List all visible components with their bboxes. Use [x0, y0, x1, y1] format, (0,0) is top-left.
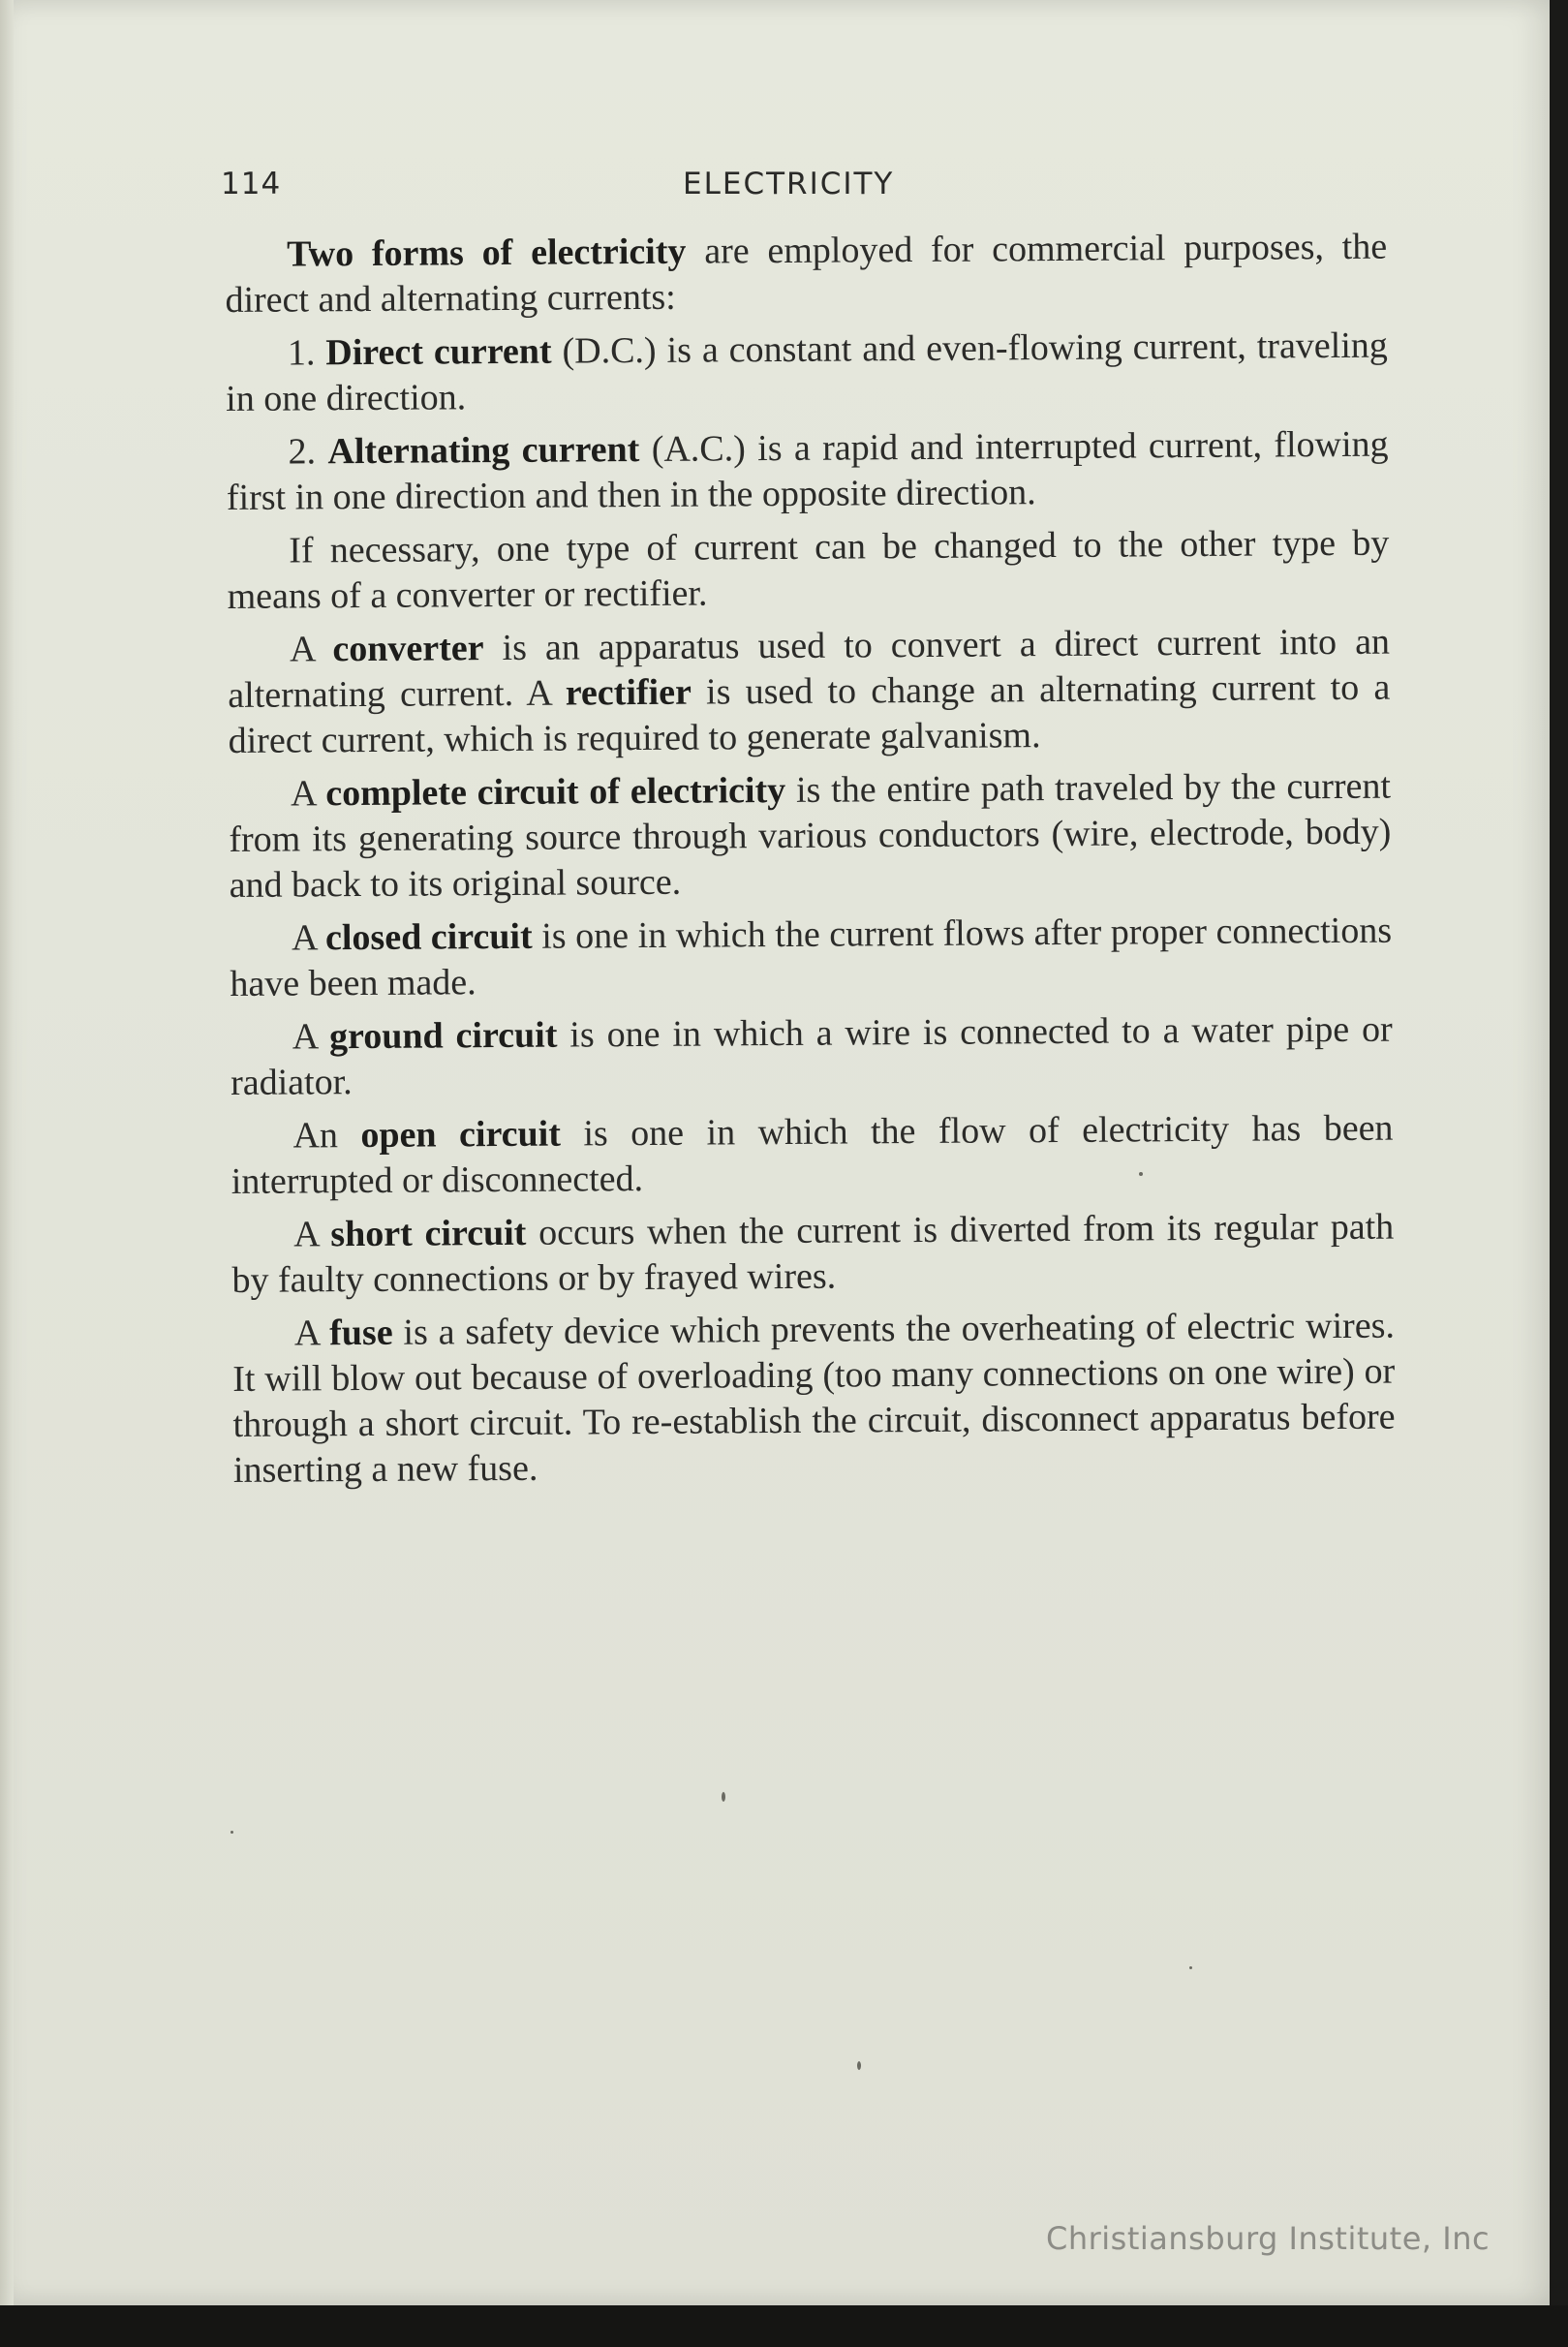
- paragraph: [228, 620, 1391, 764]
- paper-speck: [722, 1792, 725, 1802]
- paragraph: [227, 521, 1390, 620]
- text-run: is a safety device which prevents the overheating of electric wires. It will blow out because of overloading (too many connections on one wire) or through a short circuit. To re-establish the circuit, disconnect apparatus before inserting a new fuse.: [232, 1305, 1396, 1491]
- background-surface: [0, 2305, 1568, 2347]
- paper-speck: [857, 2061, 861, 2070]
- bold-term: ground circuit: [328, 1014, 558, 1058]
- text-run: are employed for commercial purposes, the direct and alternating currents:: [225, 226, 1388, 321]
- bold-term: converter: [332, 628, 484, 670]
- bold-term: short circuit: [330, 1212, 527, 1255]
- page-header: [0, 167, 1550, 215]
- paragraph: [226, 324, 1389, 422]
- paragraph: [231, 1106, 1394, 1205]
- text-run: A: [290, 773, 326, 815]
- text-run: If necessary, one type of current can be changed to the other type by means of a converter or rectifier.: [227, 522, 1390, 617]
- paper-speck: [231, 1831, 233, 1834]
- watermark: Christiansburg Institute, Inc: [1046, 2220, 1491, 2257]
- text-run: An: [292, 1115, 361, 1157]
- text-run: is one in which the current flows after proper connections have been made.: [230, 910, 1393, 1004]
- text-run: (A.C.) is a rapid and interrupted current, flowing first in one direction and then in the opposite direction.: [226, 423, 1389, 518]
- bold-term: complete circuit of electricity: [325, 769, 786, 815]
- text-run: A: [293, 1312, 330, 1354]
- paragraph: [231, 1205, 1395, 1304]
- page-number: 114: [221, 167, 282, 201]
- paragraph: [232, 1304, 1396, 1494]
- page-binding-edge: [0, 0, 14, 2305]
- text-run: is one in which a wire is connected to a water pipe or radiator.: [230, 1008, 1393, 1103]
- running-head: ELECTRICITY: [683, 167, 895, 201]
- paragraph: [225, 225, 1388, 324]
- text-run: is the entire path traveled by the current from its generating source through various conductors (wire, electrode, body) and back to its original source.: [229, 765, 1392, 906]
- text-run: A: [289, 629, 333, 670]
- text-run: occurs when the current is diverted from its regular path by faulty connections or by frayed wires.: [231, 1206, 1395, 1301]
- bold-term: Two forms of electricity: [287, 231, 687, 275]
- paragraph: [229, 764, 1392, 909]
- text-run: 1.: [287, 332, 326, 374]
- bold-term: Direct current: [325, 330, 552, 374]
- text-run: A: [293, 1214, 331, 1255]
- bold-term: rectifier: [565, 671, 692, 714]
- text-run: is an apparatus used to convert a direct current into an alternating current. A: [228, 621, 1391, 716]
- text-run: 2.: [288, 431, 328, 473]
- paragraph: [231, 1007, 1394, 1106]
- bold-term: open circuit: [360, 1113, 562, 1157]
- paper-speck: [1189, 1966, 1192, 1969]
- paragraph: [226, 422, 1389, 521]
- bold-term: Alternating current: [327, 429, 640, 473]
- bold-term: closed circuit: [324, 915, 533, 959]
- bold-term: fuse: [329, 1312, 393, 1354]
- text-run: A: [292, 1016, 330, 1058]
- text-run: (D.C.) is a constant and even-flowing current, traveling in one direction.: [226, 324, 1388, 419]
- paragraph: [230, 909, 1393, 1007]
- text-run: is used to change an alternating current to a direct current, which is required to generate galvanism.: [228, 666, 1391, 761]
- text-run: is one in which the flow of electricity has been interrupted or disconnected.: [231, 1107, 1394, 1202]
- body-text: [225, 225, 1396, 1501]
- text-run: A: [291, 917, 326, 959]
- paper-speck: [1139, 1172, 1143, 1176]
